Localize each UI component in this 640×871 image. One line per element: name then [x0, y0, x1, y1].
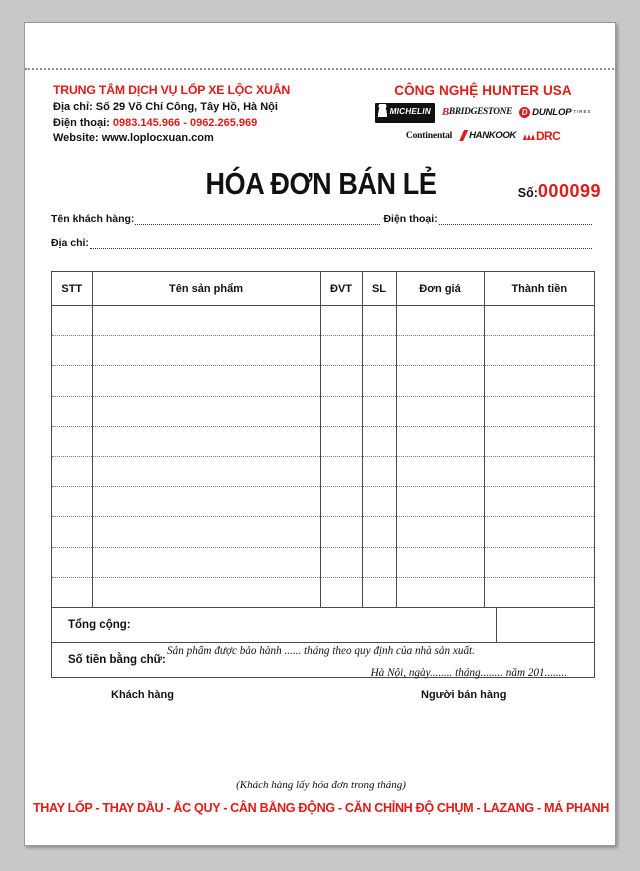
- michelin-bibendum-icon: [378, 104, 387, 117]
- cell-product-name[interactable]: [92, 487, 320, 517]
- cell-product-name[interactable]: [92, 517, 320, 547]
- table-row: [52, 366, 594, 396]
- customer-name-input[interactable]: [135, 215, 380, 225]
- column-header-unit-price: Đơn giá: [396, 272, 484, 306]
- cell-stt[interactable]: [52, 396, 92, 426]
- brand-logo-row-2: [363, 126, 603, 145]
- cell-quantity[interactable]: [362, 487, 396, 517]
- company-name: TRUNG TÂM DỊCH VỤ LỐP XE LỘC XUÂN: [53, 83, 291, 97]
- cell-unit[interactable]: [320, 396, 362, 426]
- cell-unit-price[interactable]: [396, 456, 484, 486]
- column-header-amount: Thành tiền: [484, 272, 594, 306]
- customer-address-label: Địa chỉ:: [51, 237, 89, 249]
- invoice-header: [25, 83, 617, 163]
- company-phone: [53, 117, 353, 129]
- date-line: Hà Nội, ngày........ tháng........ năm 201........: [370, 667, 567, 679]
- customer-fields: [51, 213, 595, 261]
- cell-amount[interactable]: [484, 306, 594, 336]
- column-header-stt: STT: [52, 272, 92, 306]
- company-address: Địa chỉ: Số 29 Võ Chí Công, Tây Hồ, Hà Nội: [53, 101, 278, 113]
- customer-phone-label: Điện thoại:: [383, 213, 438, 225]
- cell-unit[interactable]: [320, 517, 362, 547]
- cell-amount[interactable]: [484, 366, 594, 396]
- customer-address-row: [51, 237, 595, 249]
- cell-stt[interactable]: [52, 306, 92, 336]
- cell-stt[interactable]: [52, 487, 92, 517]
- footer-note: (Khách hàng lấy hóa đơn trong tháng): [236, 779, 406, 791]
- customer-name-row: [51, 213, 595, 225]
- brands-title: CÔNG NGHỆ HUNTER USA: [394, 83, 572, 98]
- hankook-swoosh-icon: [459, 130, 468, 141]
- warranty-note: Sản phẩm được bảo hành ...... tháng theo quy định của nhà sản xuất.: [167, 645, 475, 657]
- cell-stt[interactable]: [52, 547, 92, 577]
- table-row: [52, 517, 594, 547]
- table-row: [52, 306, 594, 336]
- customer-phone-input[interactable]: [439, 215, 592, 225]
- footer-services-list: THAY LỐP - THAY DẦU - ẮC QUY - CÂN BẰNG ĐỘNG - CĂN CHỈNH ĐỘ CHỤM - LAZANG - MÁ PHANH: [32, 801, 610, 815]
- cell-product-name[interactable]: [92, 577, 320, 607]
- cell-unit-price[interactable]: [396, 336, 484, 366]
- cell-product-name[interactable]: [92, 547, 320, 577]
- invoice-number-value: 000099: [537, 181, 601, 201]
- company-phone-label: Điện thoại:: [53, 116, 113, 129]
- bridgestone-logo-text: BRIDGESTONE: [448, 106, 513, 117]
- cell-amount[interactable]: [484, 487, 594, 517]
- total-label: Tổng cộng:: [52, 608, 497, 642]
- cell-quantity[interactable]: [362, 306, 396, 336]
- cell-quantity[interactable]: [362, 547, 396, 577]
- cell-unit-price[interactable]: [396, 366, 484, 396]
- bridgestone-mark-icon: B: [441, 106, 449, 118]
- cell-unit-price[interactable]: [396, 306, 484, 336]
- invoice-sheet: [24, 22, 616, 846]
- michelin-logo-icon: [375, 103, 435, 123]
- invoice-number-label: Số:: [517, 186, 538, 200]
- cell-unit[interactable]: [320, 487, 362, 517]
- table-row: [52, 396, 594, 426]
- table-row: [52, 426, 594, 456]
- cell-unit-price[interactable]: [396, 487, 484, 517]
- line-items-table: [51, 271, 595, 678]
- signature-row: [25, 689, 617, 709]
- dunlop-logo-icon: [519, 104, 591, 121]
- hankook-logo-icon: [459, 127, 516, 144]
- table-header-row: [52, 272, 594, 306]
- table-row: [52, 577, 594, 607]
- michelin-logo-text: MICHELIN: [389, 107, 431, 117]
- table-row: [52, 547, 594, 577]
- cell-quantity[interactable]: [362, 456, 396, 486]
- cell-stt[interactable]: [52, 366, 92, 396]
- total-row: [52, 608, 594, 643]
- cell-amount[interactable]: [484, 456, 594, 486]
- cell-unit-price[interactable]: [396, 517, 484, 547]
- cell-amount[interactable]: [484, 547, 594, 577]
- company-phone-numbers: 0983.145.966 - 0962.265.969: [112, 116, 258, 129]
- customer-address-input[interactable]: [90, 239, 592, 249]
- cell-stt[interactable]: [52, 336, 92, 366]
- cell-unit[interactable]: [320, 547, 362, 577]
- company-info-block: [53, 83, 353, 148]
- cell-quantity[interactable]: [362, 366, 396, 396]
- cell-amount[interactable]: [484, 336, 594, 366]
- cell-quantity[interactable]: [362, 396, 396, 426]
- drc-triangles-icon: [523, 131, 535, 140]
- cell-quantity[interactable]: [362, 336, 396, 366]
- cell-unit[interactable]: [320, 306, 362, 336]
- cell-product-name[interactable]: [92, 306, 320, 336]
- cell-unit[interactable]: [320, 366, 362, 396]
- line-items-grid: [52, 272, 594, 608]
- total-value-field[interactable]: [497, 608, 594, 642]
- drc-logo-icon: [523, 127, 560, 144]
- cell-stt[interactable]: [52, 517, 92, 547]
- table-row: [52, 456, 594, 486]
- amount-in-words-label: Số tiền bằng chữ:: [68, 653, 166, 666]
- cell-amount[interactable]: [484, 396, 594, 426]
- cell-unit[interactable]: [320, 577, 362, 607]
- cell-quantity[interactable]: [362, 426, 396, 456]
- brand-partners-block: [363, 83, 603, 149]
- dunlop-d-mark-icon: D: [519, 107, 530, 118]
- tear-off-perforation-line: [25, 68, 617, 70]
- table-row: [52, 336, 594, 366]
- customer-name-label: Tên khách hàng:: [51, 213, 135, 225]
- company-website: Website: www.loplocxuan.com: [53, 132, 214, 144]
- cell-amount[interactable]: [484, 426, 594, 456]
- table-body: [52, 306, 594, 608]
- cell-amount[interactable]: [484, 517, 594, 547]
- cell-unit-price[interactable]: [396, 577, 484, 607]
- cell-product-name[interactable]: [92, 396, 320, 426]
- cell-product-name[interactable]: [92, 366, 320, 396]
- cell-unit-price[interactable]: [396, 426, 484, 456]
- signature-label-seller: Người bán hàng: [421, 689, 507, 701]
- cell-unit-price[interactable]: [396, 547, 484, 577]
- cell-product-name[interactable]: [92, 456, 320, 486]
- column-header-quantity: SL: [362, 272, 396, 306]
- cell-unit[interactable]: [320, 456, 362, 486]
- continental-logo-icon: [406, 127, 452, 144]
- cell-quantity[interactable]: [362, 577, 396, 607]
- document-title-block: [25, 169, 617, 200]
- table-row: [52, 487, 594, 517]
- dunlop-logo-text: DUNLOP: [532, 106, 572, 118]
- cell-unit-price[interactable]: [396, 396, 484, 426]
- cell-unit[interactable]: [320, 426, 362, 456]
- cell-product-name[interactable]: [92, 426, 320, 456]
- bridgestone-logo-icon: [442, 104, 512, 121]
- signature-label-customer: Khách hàng: [111, 689, 174, 701]
- hankook-logo-text: HANKOOK: [469, 129, 516, 141]
- brand-logo-row-1: [363, 103, 603, 122]
- invoice-number: [518, 181, 601, 202]
- cell-stt[interactable]: [52, 577, 92, 607]
- continental-logo-text: Continental: [405, 129, 453, 141]
- page-title: HÓA ĐƠN BÁN LẺ: [205, 167, 437, 201]
- column-header-unit: ĐVT: [320, 272, 362, 306]
- cell-stt[interactable]: [52, 456, 92, 486]
- cell-unit[interactable]: [320, 336, 362, 366]
- cell-product-name[interactable]: [92, 336, 320, 366]
- cell-amount[interactable]: [484, 577, 594, 607]
- dunlop-logo-subtext: TIRES: [573, 109, 592, 115]
- drc-logo-text: DRC: [535, 128, 561, 143]
- column-header-product-name: Tên sản phẩm: [92, 272, 320, 306]
- cell-quantity[interactable]: [362, 517, 396, 547]
- cell-stt[interactable]: [52, 426, 92, 456]
